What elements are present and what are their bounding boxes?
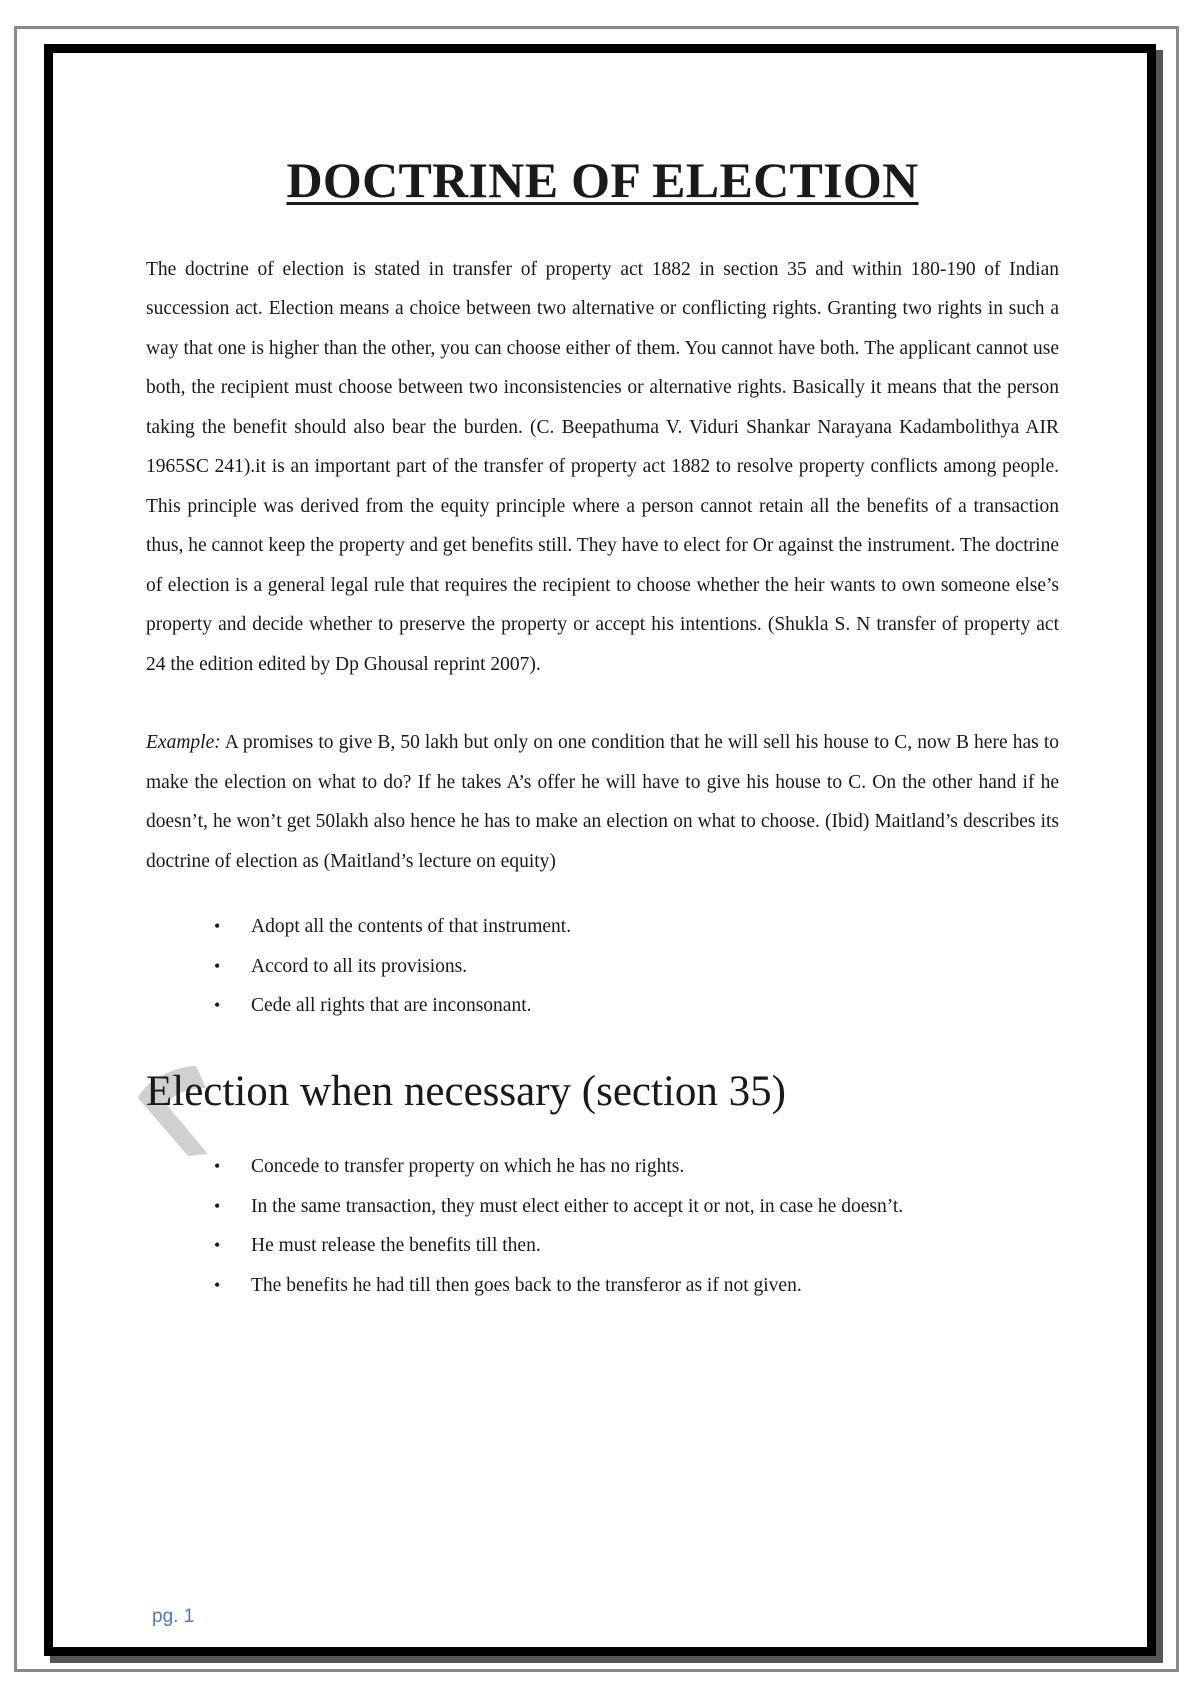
document-title: DOCTRINE OF ELECTION [286, 152, 919, 208]
border-shadow-right [1156, 50, 1163, 1662]
bullet-icon: • [214, 1195, 221, 1216]
intro-paragraph: The doctrine of election is stated in transfer of property act 1882 in section 35 and within 180-190 of Indian succession act. Election means a choice between two alternative or conflicting rights. Granting two rights in such a way that one is higher than the other, you can choose either of them. You cannot have both. The applicant cannot use both, the recipient must choose between two inconsistencies or alternative rights. Basically it means that the person taking the benefit should also bear the burden. (C. Beepathuma V. Viduri Shankar Narayana Kadambolithya AIR 1965SC 241).it is an important part of the transfer of property act 1882 to resolve property conflicts among people. This principle was derived from the equity principle where a person cannot retain all the benefits of a transaction thus, he cannot keep the property and get benefits still. They have to elect for Or against the instrument. The doctrine of election is a general legal rule that requires the recipient to choose whether the heir wants to own someone else’s property and decide whether to preserve the property or accept his intentions. (Shukla S. N transfer of property act 24 the edition edited by Dp Ghousal reprint 2007). [146, 258, 1059, 675]
section-35-bullet-list [146, 1147, 1059, 1305]
list-item-text: In the same transaction, they must elect either to accept it or not, in case he doesn’t. [251, 1195, 904, 1217]
list-item [146, 947, 1059, 987]
bullet-icon: • [214, 1156, 221, 1177]
example-paragraph [146, 723, 1059, 881]
maitland-bullet-list [146, 907, 1059, 1026]
example-label: Example: [146, 732, 221, 753]
bullet-icon: • [214, 916, 221, 936]
list-item-text: Accord to all its provisions. [251, 955, 468, 977]
list-item-text: Adopt all the contents of that instrument. [251, 916, 572, 937]
border-shadow-bottom [50, 1656, 1163, 1663]
bullet-icon: • [214, 1274, 221, 1295]
list-item [146, 1266, 1059, 1306]
list-item-text: Concede to transfer property on which he has no rights. [251, 1156, 685, 1178]
list-item [146, 1187, 1059, 1227]
section-heading: Election when necessary (section 35) [146, 1067, 786, 1115]
bullet-icon: • [214, 1235, 221, 1256]
list-item [146, 986, 1059, 1026]
list-item [146, 907, 1059, 947]
bullet-icon: • [214, 995, 221, 1015]
list-item [146, 1147, 1059, 1187]
list-item [146, 1226, 1059, 1266]
bullet-icon: • [214, 955, 221, 976]
example-text: A promises to give B, 50 lakh but only on one condition that he will sell his house to C, now B here has to make the election on what to do? If he takes A’s offer he will have to give his house to C. On the other hand if he doesn’t, he won’t get 50lakh also hence he has to make an election on what to choose. (Ibid) Maitland’s describes its doctrine of election as (Maitland’s lecture on equity) [146, 732, 1059, 872]
list-item-text: Cede all rights that are inconsonant. [251, 995, 532, 1016]
list-item-text: He must release the benefits till then. [251, 1235, 541, 1257]
page-number: pg. 1 [152, 1606, 195, 1627]
list-item-text: The benefits he had till then goes back to the transferor as if not given. [251, 1274, 802, 1296]
document-body [146, 140, 1059, 1305]
